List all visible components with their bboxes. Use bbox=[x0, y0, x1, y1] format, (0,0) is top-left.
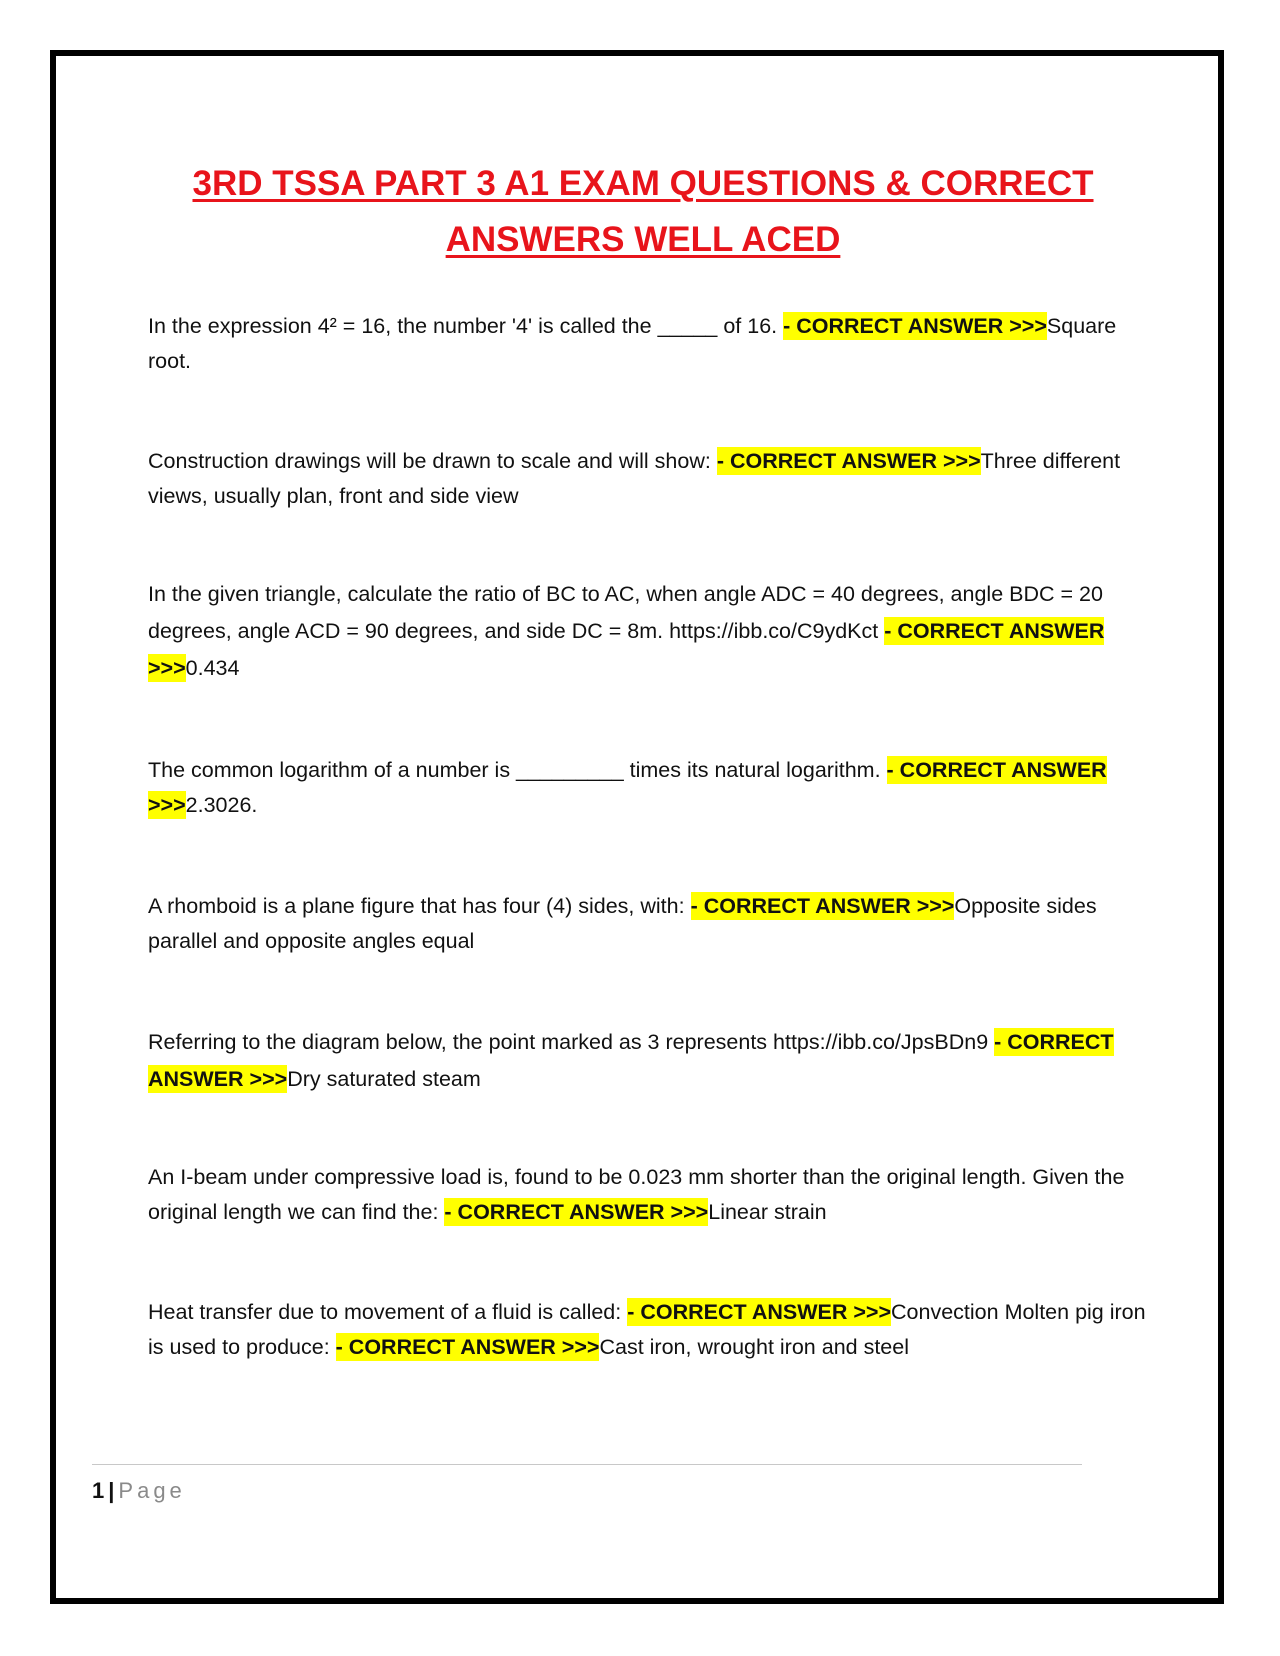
correct-answer-marker: - CORRECT ANSWER >>> bbox=[444, 1200, 709, 1224]
question-text: Construction drawings will be drawn to scale and will show: bbox=[148, 449, 717, 473]
answer-text: Three different views, usually plan, front and side view bbox=[148, 449, 1121, 508]
qa-item-5 bbox=[148, 889, 1148, 959]
page-footer bbox=[92, 1476, 186, 1506]
answer-text: Dry saturated steam bbox=[287, 1067, 481, 1091]
footer-divider bbox=[92, 1464, 1082, 1465]
correct-answer-marker: - CORRECT ANSWER >>> bbox=[148, 1030, 1114, 1091]
correct-answer-marker: - CORRECT ANSWER >>> bbox=[335, 1335, 600, 1359]
correct-answer-marker: - CORRECT ANSWER >>> bbox=[148, 758, 1107, 817]
answer-text: Convection Molten pig iron is used to produce: bbox=[148, 1300, 1146, 1359]
question-text: Referring to the diagram below, the point marked as 3 represents https://ibb.co/JpsBDn9 bbox=[148, 1030, 995, 1054]
answer-text: 0.434 bbox=[185, 656, 240, 680]
qa-item-1 bbox=[148, 309, 1148, 379]
qa-item-6 bbox=[148, 1024, 1148, 1098]
answer-text: 2.3026. bbox=[185, 793, 258, 817]
qa-item-7 bbox=[148, 1160, 1148, 1230]
page-separator: | bbox=[108, 1478, 115, 1503]
correct-answer-marker: - CORRECT ANSWER >>> bbox=[148, 619, 1105, 680]
answer-text: Square root. bbox=[148, 314, 1117, 373]
question-text: A rhomboid is a plane figure that has four (4) sides, with: bbox=[148, 894, 691, 918]
answer-text: Linear strain bbox=[708, 1200, 827, 1224]
correct-answer-marker: - CORRECT ANSWER >>> bbox=[690, 894, 955, 918]
correct-answer-marker: - CORRECT ANSWER >>> bbox=[783, 314, 1047, 338]
question-text: An I-beam under compressive load is, found to be 0.023 mm shorter than the original length. Given the original length we can find the: bbox=[148, 1165, 1125, 1224]
question-text: The common logarithm of a number is _________ times its natural logarithm. bbox=[148, 758, 887, 782]
qa-item-3 bbox=[148, 576, 1148, 687]
answer-text: Cast iron, wrought iron and steel bbox=[599, 1335, 909, 1359]
question-text: Heat transfer due to movement of a fluid is called: bbox=[148, 1300, 628, 1324]
document-title bbox=[56, 156, 1230, 268]
qa-item-8 bbox=[148, 1295, 1148, 1365]
answer-text: Opposite sides parallel and opposite angles equal bbox=[148, 894, 1097, 953]
page-frame bbox=[50, 50, 1224, 1604]
title-line-1: 3RD TSSA PART 3 A1 EXAM QUESTIONS & CORRECT bbox=[192, 164, 1094, 203]
page-label: Page bbox=[118, 1478, 186, 1503]
question-text: In the given triangle, calculate the ratio of BC to AC, when angle ADC = 40 degrees, angle BDC = 20 degrees, angle ACD = 90 degrees, and side DC = 8m. https://ibb.co/C9ydKct bbox=[148, 582, 1103, 643]
question-text: In the expression 4² = 16, the number '4' is called the _____ of 16. bbox=[148, 314, 784, 338]
correct-answer-marker: - CORRECT ANSWER >>> bbox=[627, 1300, 892, 1324]
qa-item-4 bbox=[148, 753, 1148, 823]
qa-item-2 bbox=[148, 444, 1148, 514]
title-line-2: ANSWERS WELL ACED bbox=[445, 220, 841, 259]
page-number: 1 bbox=[92, 1478, 105, 1503]
correct-answer-marker: - CORRECT ANSWER >>> bbox=[716, 449, 981, 473]
